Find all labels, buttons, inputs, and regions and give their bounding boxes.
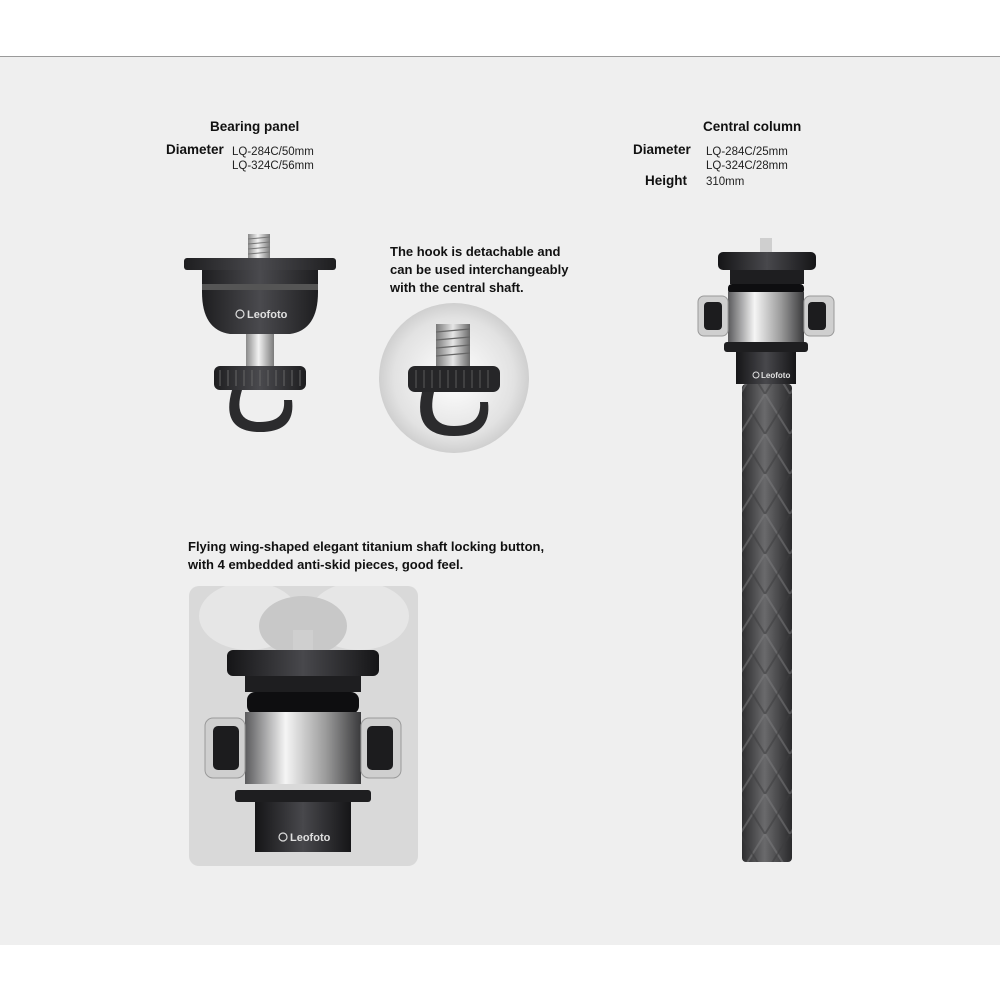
central-column-diameter-value-1: LQ-284C/25mm <box>706 146 788 158</box>
bearing-panel-diameter-value-2: LQ-324C/56mm <box>232 160 314 172</box>
central-column-diameter-label: Diameter <box>633 142 691 157</box>
central-column-image <box>690 234 840 866</box>
button-note-line-1: Flying wing-shaped elegant titanium shaft locking button, <box>188 539 545 554</box>
central-column-height-label: Height <box>645 173 687 188</box>
button-note-line-2: with 4 embedded anti-skid pieces, good feel. <box>188 557 464 572</box>
detail-logo-text: Leofoto <box>290 832 331 844</box>
central-column-diameter-value-2: LQ-324C/28mm <box>706 160 788 172</box>
central-column-title: Central column <box>703 119 802 134</box>
column-logo-text: Leofoto <box>761 371 791 380</box>
hook-note-line-2: can be used interchangeably <box>390 262 569 277</box>
hook-note-line-3: with the central shaft. <box>390 280 524 295</box>
bearing-logo-text: Leofoto <box>247 309 288 321</box>
product-panel <box>0 56 1000 945</box>
bearing-panel-image <box>180 232 340 442</box>
bearing-panel-diameter-label: Diameter <box>166 142 224 157</box>
button-note <box>188 538 544 574</box>
central-column-height-value: 310mm <box>706 176 745 188</box>
hook-note-line-1: The hook is detachable and <box>390 244 561 259</box>
hook-detail-image <box>378 302 530 454</box>
bearing-panel-title: Bearing panel <box>210 119 300 134</box>
bearing-panel-diameter-value-1: LQ-284C/50mm <box>232 146 314 158</box>
locking-button-detail-image <box>189 586 418 866</box>
hook-note <box>390 243 568 297</box>
